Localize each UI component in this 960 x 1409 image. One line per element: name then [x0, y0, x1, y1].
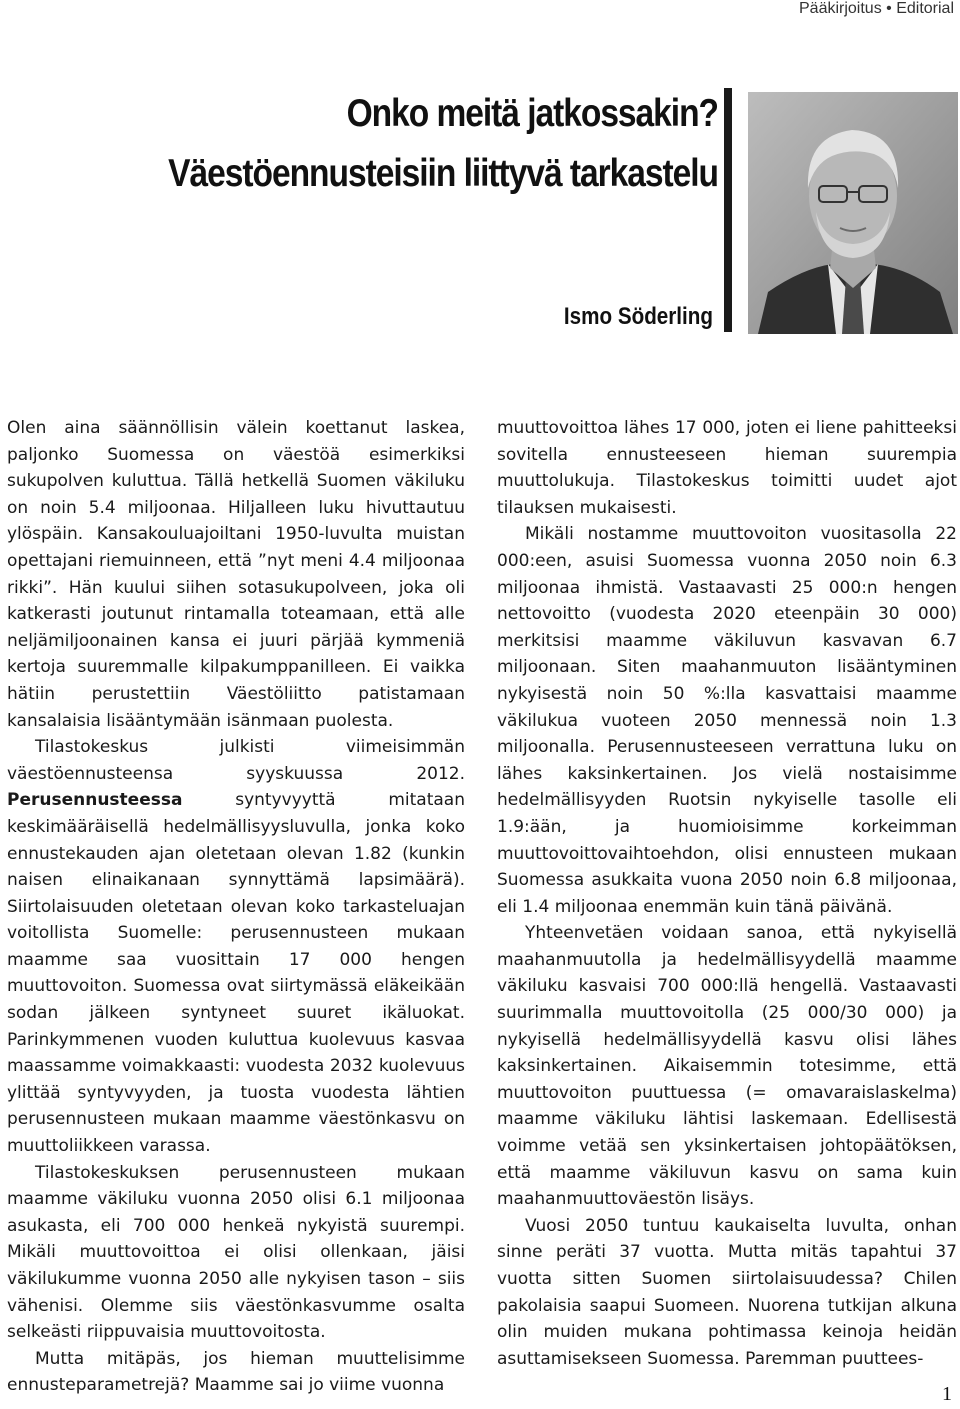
title-divider [724, 88, 732, 332]
paragraph [7, 734, 465, 1160]
page-number: 1 [942, 1383, 952, 1405]
paragraph: Mikäli nostamme muuttovoiton vuositasolla 22 000:een, asuisi Suomessa vuonna 2050 noin 6.3 miljoonaa ihmistä. Vastaavasti 25 000:n hengen nettovoitto (vuodesta 2020 eteenpäin 30 000) merkitsisi maamme väkiluvun kasvavan 6.7 miljoonaan. Siten maahanmuuton lisääntyminen nykyisestä noin 50 %:lla kasvattaisi maamme väkilukua vuoteen 2050 mennessä noin 1.3 miljoonalla. Perusennusteeseen verrattuna luku on lähes kaksinkertainen. Jos vielä nostaisimme hedelmällisyyden Ruotsin nykyiselle tasolle eli 1.9:ään, ja huomioisimme korkeimman muuttovoittovaihtoehdon, olisi ennusteen mukaan Suomessa asukkaita vuona 2050 noin 6.8 miljoonaa, eli 1.4 miljoonaa enemmän kuin tänä päivänä. [497, 524, 957, 917]
paragraph: Olen aina säännöllisin välein koettanut laskea, paljonko Suomessa on väestöä esimerkiksi sukupolven kuluttua. Tällä hetkellä Suomen väkiluku on noin 5.4 miljoonaa. Hiljalleen luku hivuttautuu ylöspäin. Kansakouluajoiltani 1950-luvulta muistan opettajani riemuinneen, että ”nyt meni 4.4 miljoonaa rikki”. Hän kuului siihen sotasukupolveen, joka oli katkerasti joutunut rintamalla toteamaan, että alle neljämiljoonainen kansa ei juuri pärjää kymmeniä kertoja suuremmalle kilpakumppanilleen. Ei vaikka hätiin perustettiin Väestöliitto patistamaan kansalaisia lisääntymään isänmaan puolesta. [7, 418, 465, 731]
title-line-1: Onko meitä jatkossakin? [346, 92, 718, 135]
paragraph: Yhteenvetäen voidaan sanoa, että nykyisellä maahanmuutolla ja hedelmällisyydellä maamme väkiluku kasvaisi 700 000:llä hengellä. Vastaavasti suurimmalla muuttovoitolla (25 000/30 000) ja nykyisellä hedelmällisyydellä kasvu olisi lähes kaksinkertainen. Aikaisemmin totesimme, että muuttovoiton puuttuessa (= omavaraislaskelma) maamme väkiluku lähtisi laskemaan. Edellisestä voimme vetää sen yksinkertaisen johtopäätöksen, että maamme väkiluvun kasvu on sama kuin maahanmuuttoväestön lisäys. [497, 923, 957, 1210]
article-title [0, 84, 718, 204]
paragraph-text: Tilastokeskus julkisti viimeisimmän väestöennusteensa syyskuussa 2012. [7, 737, 465, 784]
article-column-left [7, 415, 465, 1399]
paragraph: muuttovoittoa lähes 17 000, joten ei liene pahitteeksi sovitella ennusteeseen hieman suurempia muuttolukuja. Tilastokeskus toimitti uudet ajot tilauksen mukaisesti. [497, 418, 957, 518]
title-line-2: Väestöennusteisiin liittyvä tarkastelu [168, 152, 718, 195]
section-header: Pääkirjoitus • Editorial [799, 0, 954, 17]
paragraph: Mutta mitäpäs, jos hieman muuttelisimme ennusteparametrejä? Maamme sai jo viime vuonna [7, 1348, 465, 1396]
article-column-right [497, 415, 957, 1372]
author-name: Ismo Söderling [563, 303, 713, 330]
paragraph-text: syntyvyyttä mitataan keskimääräisellä hedelmällisyysluvulla, jonka koko ennustekauden ajan oletetaan olevan 1.82 (kunkin naisen elinaikanaan synnyttämä lapsimäärä). Siirtolaisuuden oletetaan olevan koko tarkasteluajan voitollista Suomelle: perusennusteen mukaan maamme saa vuosittain 17 000 hengen muuttovoiton. Suomessa ovat siirtymässä eläkeikään sodan jälkeen syntyneet suuret ikäluokat. Parinkymmenen vuoden kuluttua kuolevuus kasvaa maassamme voimakkaasti: vuodesta 2032 kuolevuus ylittää syntyvyyden, ja tuosta vuodesta lähtien perusennusteen mukaan maamme väestönkasvu on muuttoliikkeen varassa. [7, 790, 465, 1157]
portrait-illustration [748, 92, 958, 334]
paragraph: Tilastokeskuksen perusennusteen mukaan maamme väkiluku vuonna 2050 olisi 6.1 miljoonaa asukasta, eli 700 000 henkeä nykyistä suurempi. Mikäli muuttovoittoa ei olisi ollenkaan, jäisi väkilukumme vuonna 2050 alle nykyisen tason – siis vähenisi. Olemme siis väestönkasvumme osalta selkeästi riippuvaisia muuttovoitosta. [7, 1162, 465, 1343]
emphasis-term: Perusennusteessa [7, 790, 183, 811]
author-portrait-photo [748, 92, 958, 334]
paragraph: Vuosi 2050 tuntuu kaukaiselta luvulta, onhan sinne peräti 37 vuotta. Mutta mitäs tapahtui 37 vuotta sitten Suomen siirtolaisuudessa? Chilen pakolaisia saapui Suomeen. Nuorena tutkijan alkuna olin muiden mukana pohtimassa keinoja heidän asuttamisekseen Suomessa. Paremman puuttees- [497, 1215, 957, 1369]
